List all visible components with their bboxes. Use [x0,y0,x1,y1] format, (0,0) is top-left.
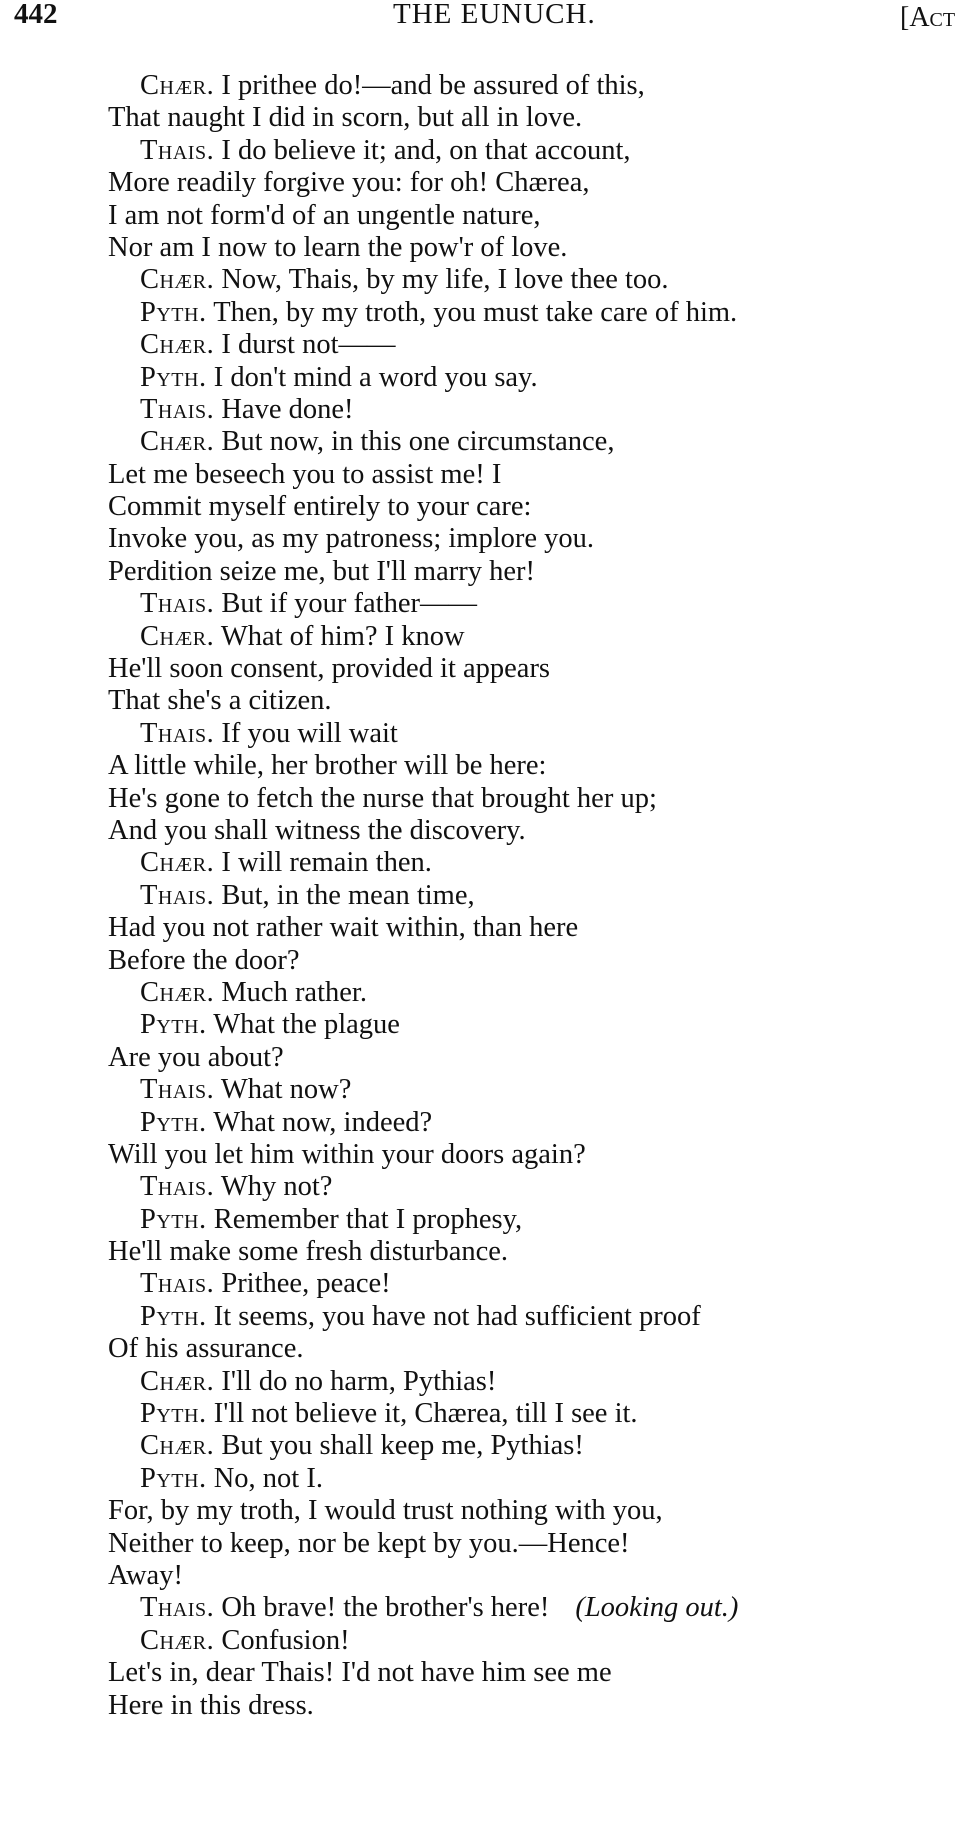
line-text: Of his assurance. [108,1333,304,1365]
line-text: More readily forgive you: for oh! Chærea, [108,167,590,199]
text-line [108,556,968,588]
text-line [108,815,968,847]
running-header [0,0,975,40]
text-line [108,297,968,329]
speaker-name: Thais. [140,1074,215,1106]
text-line [108,102,968,134]
line-text: What now, indeed? [206,1106,433,1138]
line-text: He'll soon consent, provided it appears [108,653,551,685]
speaker-name: Chær. [140,847,215,879]
speaker-name: Thais. [140,1171,215,1203]
line-text: A little while, her brother will be here: [108,750,547,782]
line-text: Confusion! [214,1624,350,1656]
line-text: But now, in this one circumstance, [214,426,615,458]
text-line [108,685,968,717]
line-text: I durst not—— [214,329,396,361]
text-line [108,1301,968,1333]
text-line [108,362,968,394]
speaker-name: Chær. [140,70,215,101]
text-line [108,1528,968,1560]
speaker-name: Thais. [140,1268,215,1300]
text-line [108,847,968,879]
line-text: That she's a citizen. [108,685,332,717]
line-text: Let's in, dear Thais! I'd not have him see me [108,1657,612,1689]
speaker-name: Pyth. [140,361,207,393]
speaker-name: Chær. [140,426,215,458]
text-line [108,718,968,750]
line-text: That naught I did in scorn, but all in love. [108,102,583,134]
text-line [108,588,968,620]
text-line [108,945,968,977]
speaker-name: Thais. [140,1592,215,1624]
text-line [108,70,968,102]
line-text: Perdition seize me, but I'll marry her! [108,555,535,587]
text-line [108,135,968,167]
line-text: Invoke you, as my patroness; implore you. [108,523,595,555]
text-line [108,1690,968,1722]
text-line [108,200,968,232]
line-text: Commit myself entirely to your care: [108,491,532,523]
speaker-name: Pyth. [140,1106,207,1138]
line-text: I do believe it; and, on that account, [214,134,631,166]
line-text: What now? [214,1074,352,1106]
line-text: Let me beseech you to assist me! I [108,458,502,490]
text-line [108,1657,968,1689]
line-text: Prithee, peace! [214,1268,391,1300]
text-line [108,880,968,912]
text-line [108,426,968,458]
text-line [108,1398,968,1430]
speaker-name: Chær. [140,264,215,296]
text-line [108,750,968,782]
speaker-name: Thais. [140,879,215,911]
line-text: If you will wait [214,717,398,749]
line-text: Oh brave! the brother's here! [214,1592,550,1624]
speaker-name: Pyth. [140,296,207,328]
text-line [108,1236,968,1268]
line-text: Have done! [214,393,354,425]
speaker-name: Thais. [140,393,215,425]
line-text: Nor am I now to learn the pow'r of love. [108,231,568,263]
line-text: Why not? [214,1171,333,1203]
text-line [108,977,968,1009]
text-line [108,394,968,426]
text-line [108,621,968,653]
text-line [108,264,968,296]
line-text: No, not I. [206,1462,323,1494]
speaker-name: Chær. [140,976,215,1008]
speaker-name: Thais. [140,717,215,749]
text-line [108,1171,968,1203]
line-text: Away! [108,1559,183,1591]
line-text: I prithee do!—and be assured of this, [214,70,645,101]
line-text: Are you about? [108,1041,284,1073]
text-line [108,329,968,361]
line-text: I will remain then. [214,847,432,879]
speaker-name: Pyth. [140,1009,207,1041]
line-text: Then, by my troth, you must take care of him. [206,296,738,328]
speaker-name: Thais. [140,134,215,166]
line-text: But you shall keep me, Pythias! [214,1430,584,1462]
speaker-name: Pyth. [140,1398,207,1430]
text-line [108,1009,968,1041]
line-text: Here in this dress. [108,1689,314,1721]
line-text: Had you not rather wait within, than here [108,912,579,944]
speaker-name: Chær. [140,1365,215,1397]
speaker-name: Pyth. [140,1462,207,1494]
line-text: Neither to keep, nor be kept by you.—Hence! [108,1527,630,1559]
text-line [108,491,968,523]
text-line [108,523,968,555]
speaker-name: Chær. [140,329,215,361]
act-label: [Act [900,2,956,33]
text-line [108,1366,968,1398]
running-title: THE EUNUCH. [393,0,596,30]
speaker-name: Chær. [140,1430,215,1462]
speaker-name: Chær. [140,620,215,652]
line-text: What of him? I know [214,620,465,652]
text-line [108,1592,968,1624]
text-line [108,1204,968,1236]
text-line [108,1074,968,1106]
text-line [108,232,968,264]
speaker-name: Pyth. [140,1300,207,1332]
line-text: I'll do no harm, Pythias! [214,1365,497,1397]
text-line [108,1042,968,1074]
line-text: Remember that I prophesy, [206,1203,523,1235]
text-line [108,1625,968,1657]
line-text: But if your father—— [214,588,477,620]
line-text: I don't mind a word you say. [206,361,538,393]
line-text: But, in the mean time, [214,879,475,911]
speaker-name: Thais. [140,588,215,620]
line-text: Much rather. [214,976,367,1008]
text-line [108,783,968,815]
text-line [108,653,968,685]
text-line [108,1107,968,1139]
line-text: For, by my troth, I would trust nothing with you, [108,1495,663,1527]
text-line [108,1333,968,1365]
line-text: Before the door? [108,944,300,976]
text-line [108,1560,968,1592]
page-number: 442 [14,0,58,30]
text-line [108,1495,968,1527]
play-text [108,70,968,1722]
text-line [108,167,968,199]
line-text: It seems, you have not had sufficient proof [206,1300,701,1332]
stage-direction: (Looking out.) [575,1592,739,1624]
line-text: He's gone to fetch the nurse that brought her up; [108,782,657,814]
text-line [108,912,968,944]
text-line [108,1268,968,1300]
speaker-name: Chær. [140,1624,215,1656]
text-line [108,1430,968,1462]
line-text: Now, Thais, by my life, I love thee too. [214,264,669,296]
speaker-name: Pyth. [140,1203,207,1235]
line-text: And you shall witness the discovery. [108,814,526,846]
line-text: I am not form'd of an ungentle nature, [108,199,541,231]
text-line [108,1463,968,1495]
text-line [108,459,968,491]
line-text: He'll make some fresh disturbance. [108,1236,509,1268]
line-text: I'll not believe it, Chærea, till I see it. [206,1398,638,1430]
line-text: Will you let him within your doors again? [108,1138,586,1170]
line-text: What the plague [206,1009,400,1041]
text-line [108,1139,968,1171]
